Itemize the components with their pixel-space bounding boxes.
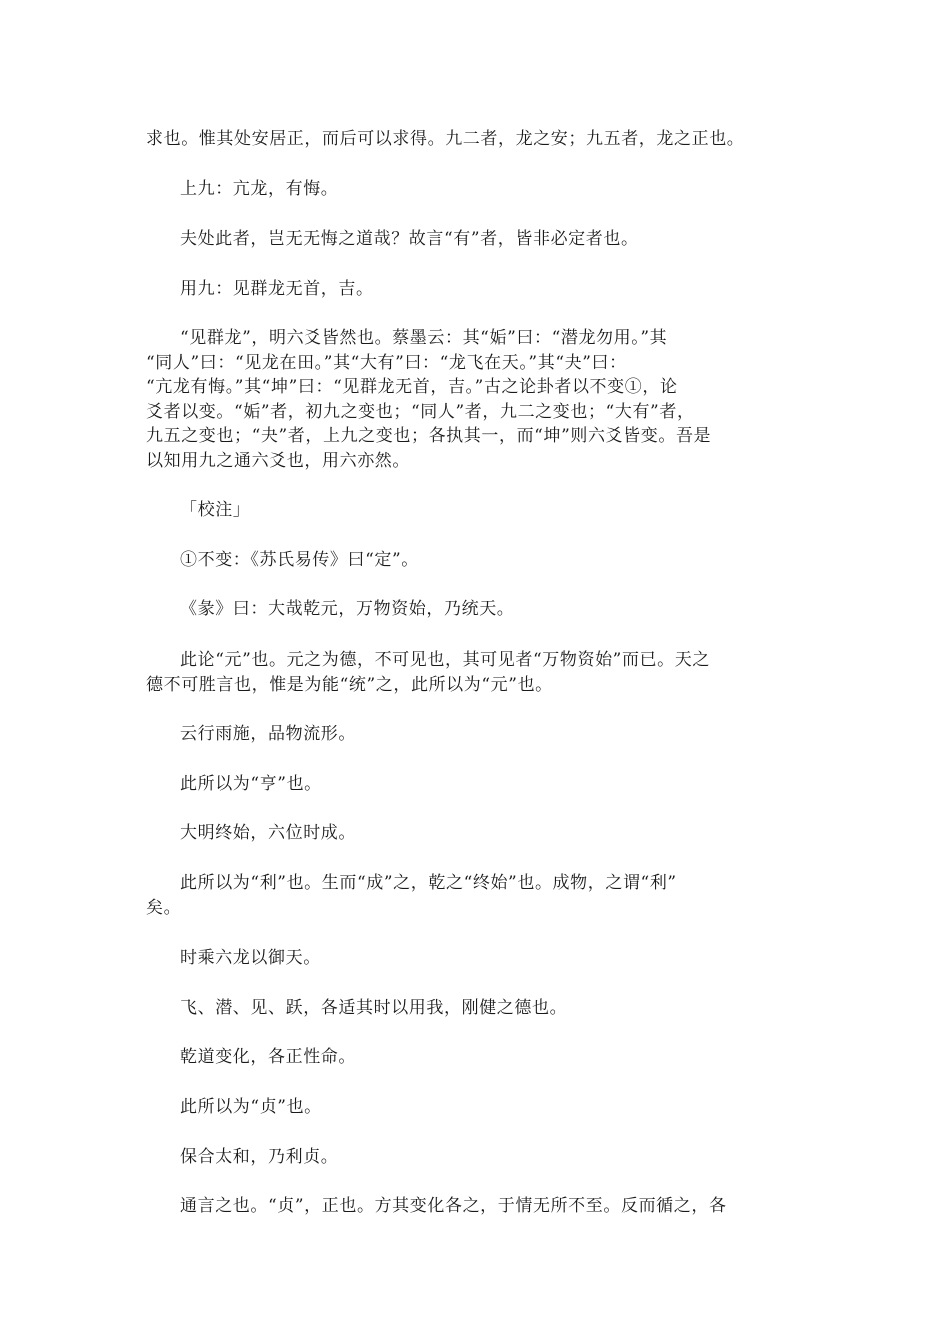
text-line: 此论“元”也。元之为德，不可见也，其可见者“万物资始”而已。天之 [180,650,710,670]
paragraph-yongjiu-line [146,277,798,302]
paragraph-commentary-long [146,326,798,473]
text-line: 用九：见群龙无首，吉。 [180,279,374,299]
text-line: ①不变：《苏氏易传》曰“定”。 [180,550,419,570]
text-line: “同人”曰：“见龙在田。”其“大有”曰：“龙飞在天。”其“夬”曰： [146,352,627,373]
paragraph-commentary [146,227,798,252]
text-line: 大明终始，六位时成。 [180,823,356,843]
paragraph-continuation [146,127,798,152]
text-line: “见群龙”，明六爻皆然也。蔡墨云：其“姤”曰：“潜龙勿用。”其 [180,328,668,348]
paragraph-commentary [146,996,798,1021]
text-line: 此所以为“贞”也。 [180,1097,322,1117]
collation-heading [146,498,798,523]
text-line: 求也。惟其处安居正，而后可以求得。九二者，龙之安；九五者，龙之正也。 [146,129,745,149]
text-line: 此所以为“亨”也。 [180,774,322,794]
paragraph-commentary [146,772,798,797]
paragraph-classic-line [146,1045,798,1070]
text-line: 夫处此者，岂无无悔之道哉？故言“有”者，皆非必定者也。 [180,229,639,249]
paragraph-commentary [146,648,798,697]
paragraph-shangjiu-line [146,177,798,202]
paragraph-commentary [146,1095,798,1120]
text-line: 保合太和，乃利贞。 [180,1147,339,1167]
paragraph-classic-line [146,946,798,971]
text-line: “亢龙有悔。”其“坤”曰：“见群龙无首，吉。”古之论卦者以不变①，论 [146,377,678,397]
text-line: 《彖》曰：大哉乾元，万物资始，乃统天。 [180,599,515,619]
text-line: 此所以为“利”也。生而“成”之，乾之“终始”也。成物，之谓“利” [180,873,677,893]
text-line: 云行雨施，品物流形。 [180,724,356,744]
paragraph-classic-line [146,722,798,747]
text-line: 时乘六龙以御天。 [180,948,321,968]
text-line: 德不可胜言也，惟是为能“统”之，此所以为“元”也。 [146,674,553,695]
text-line: 以知用九之通六爻也，用六亦然。 [146,450,410,471]
text-line: 九五之变也；“夬”者，上九之变也；各执其一，而“坤”则六爻皆变。吾是 [146,426,712,446]
text-line: 「校注」 [180,500,251,520]
paragraph-classic-line [146,821,798,846]
paragraph-commentary [146,1194,798,1219]
text-line: 爻者以变。“姤”者，初九之变也；“同人”者，九二之变也；“大有”者， [146,401,695,422]
collation-note [146,548,798,573]
paragraph-commentary [146,871,798,920]
paragraph-classic-line [146,1145,798,1170]
text-line: 飞、潜、见、跃，各适其时以用我，刚健之德也。 [180,998,568,1018]
text-line: 通言之也。“贞”，正也。方其变化各之，于情无所不至。反而循之，各 [180,1196,727,1216]
text-line: 乾道变化，各正性命。 [180,1047,356,1067]
text-line: 矣。 [146,897,182,918]
text-line: 上九：亢龙，有悔。 [180,179,339,199]
paragraph-tuan-line [146,597,798,622]
